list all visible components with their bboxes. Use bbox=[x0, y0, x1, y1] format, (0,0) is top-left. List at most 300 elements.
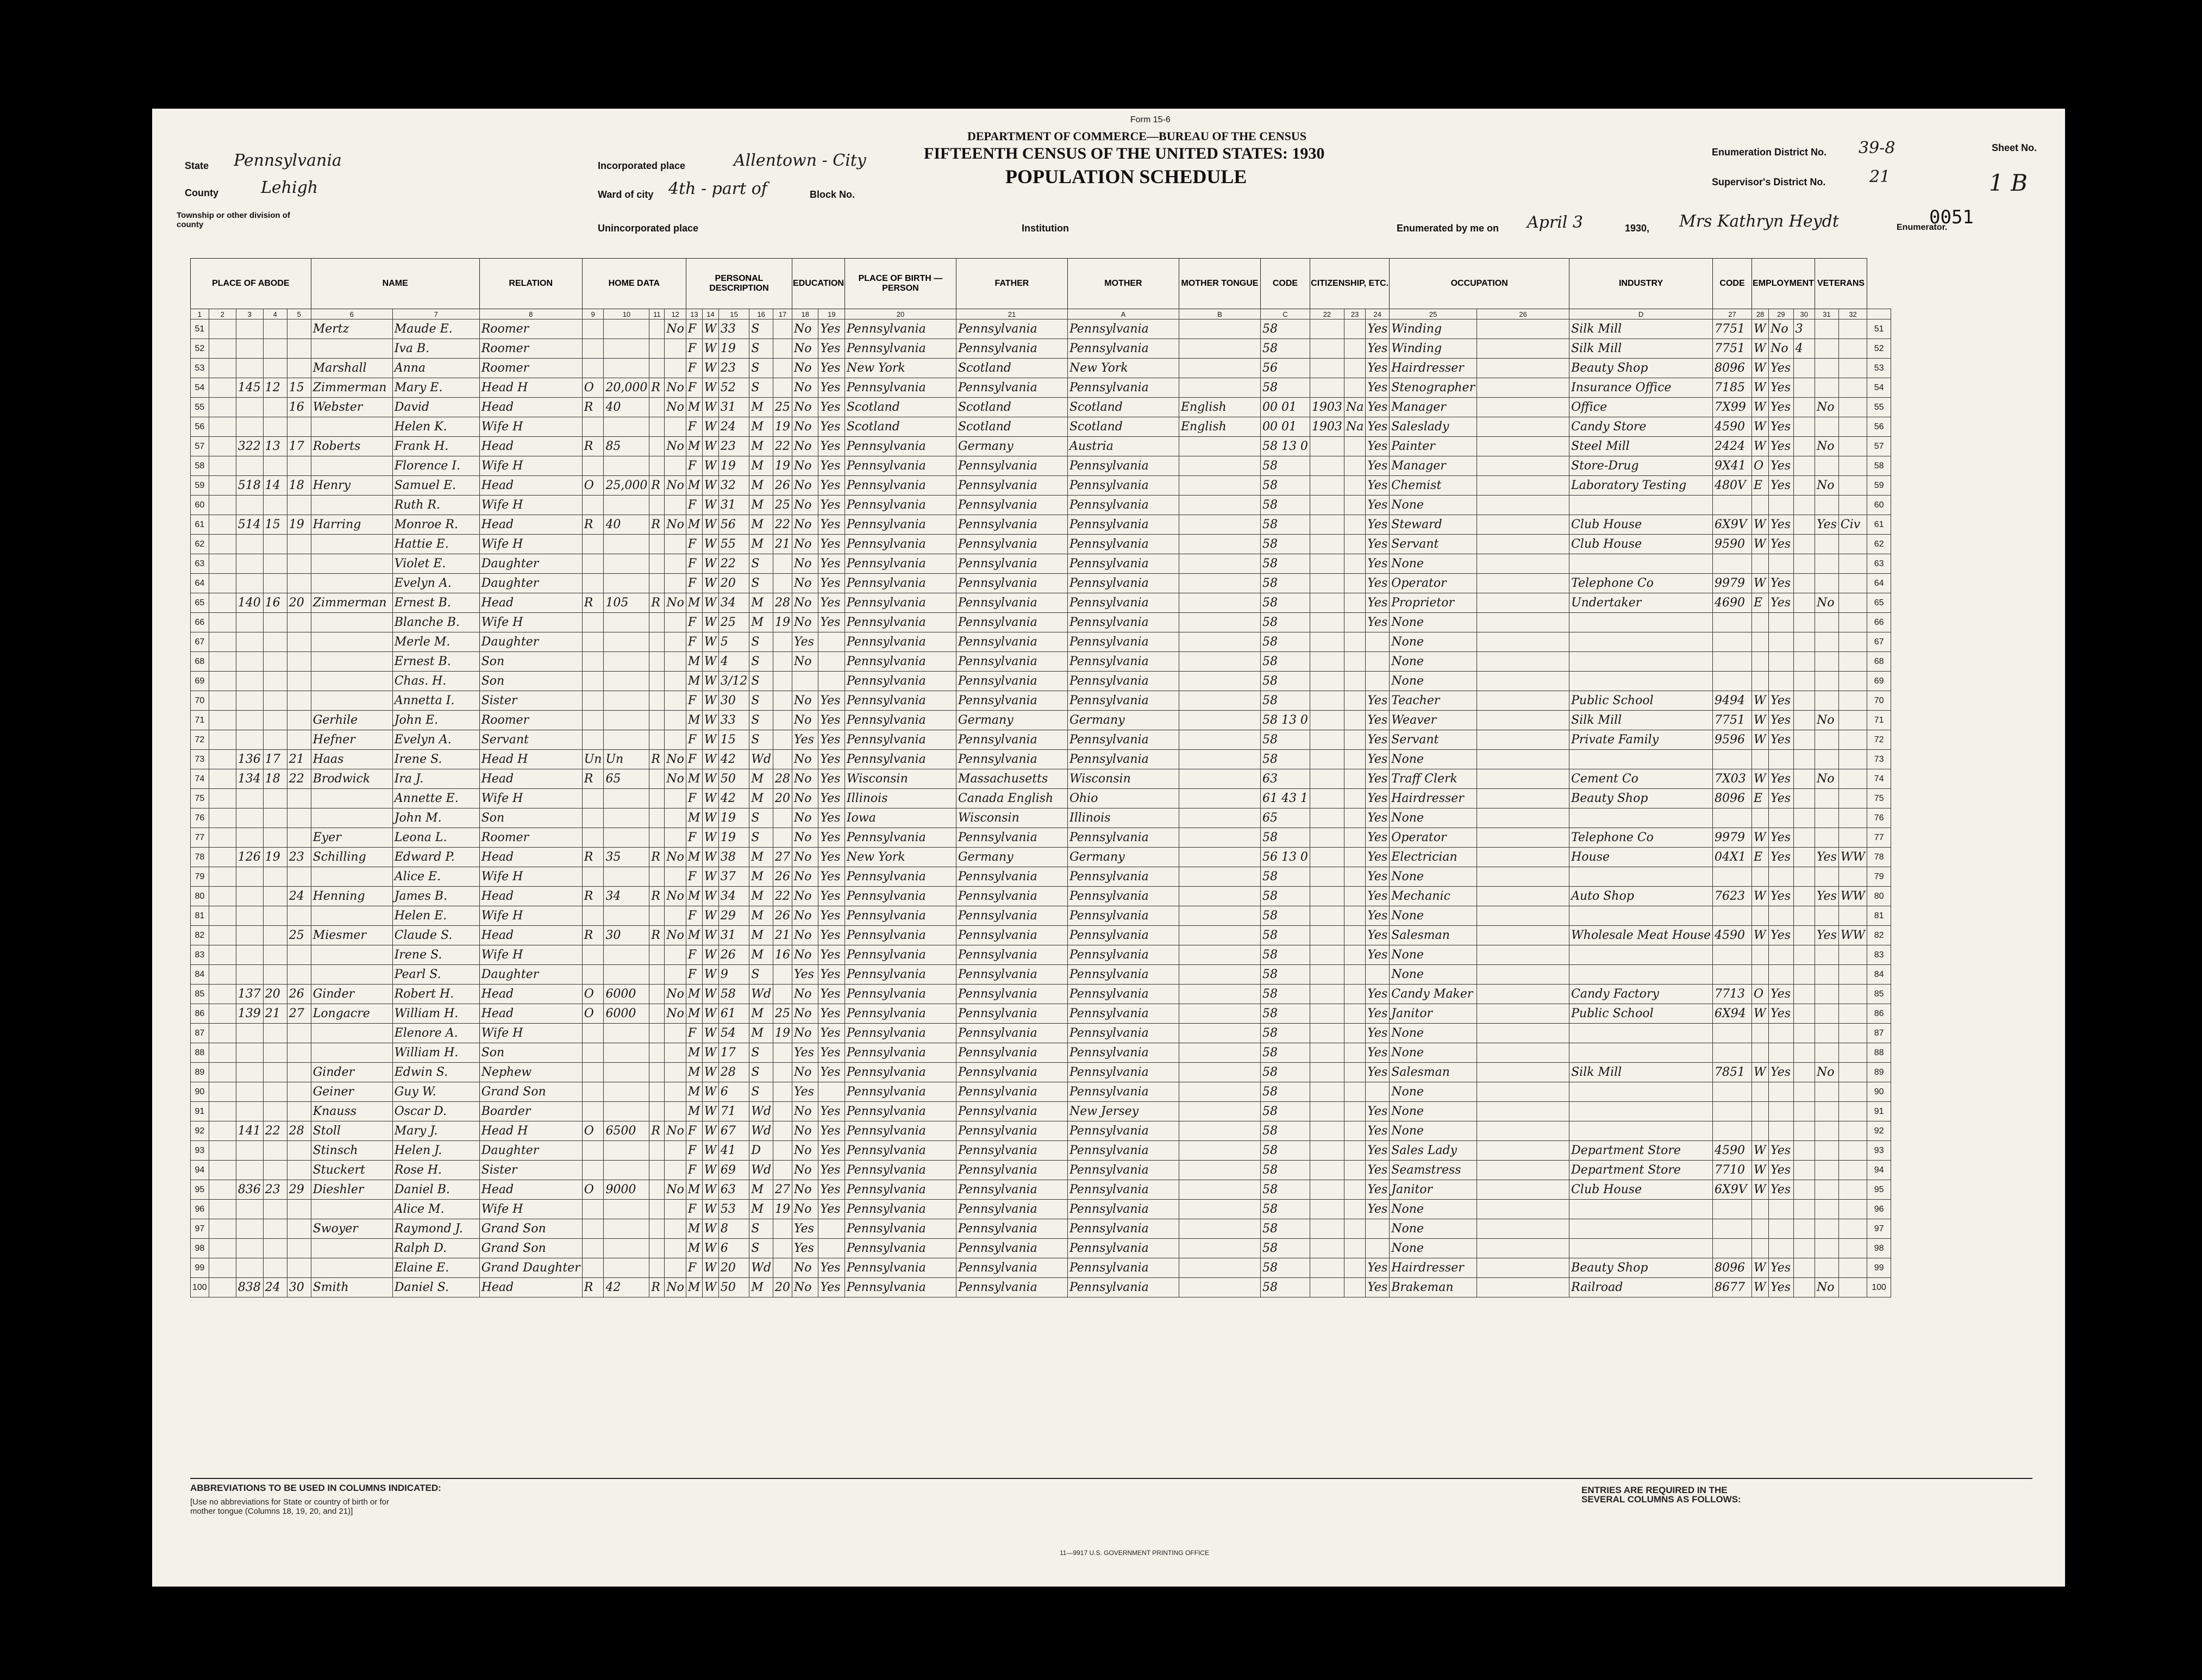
cell-race: W bbox=[702, 476, 718, 496]
cell-st bbox=[209, 1239, 236, 1258]
cell-sur: Miesmer bbox=[311, 926, 392, 945]
cell-sur bbox=[311, 535, 392, 554]
cell-sur: Brodwick bbox=[311, 769, 392, 789]
cell-war bbox=[1838, 319, 1867, 339]
cell-own bbox=[582, 906, 604, 926]
cell-own: O bbox=[582, 378, 604, 398]
line-number-right: 59 bbox=[1867, 476, 1891, 496]
cell-sch: No bbox=[792, 359, 818, 378]
cell-rd: Yes bbox=[818, 496, 844, 515]
cell-sur: Roberts bbox=[311, 437, 392, 456]
cell-emp: Yes bbox=[1769, 398, 1793, 417]
cell-ca: 58 bbox=[1260, 945, 1310, 965]
cell-ind: Telephone Co bbox=[1569, 828, 1713, 848]
supervisor-label: Supervisor's District No. bbox=[1712, 177, 1826, 187]
cell-fb: Scotland bbox=[956, 417, 1067, 437]
cell-fb: Pennsylvania bbox=[956, 1004, 1067, 1024]
line-number-right: 81 bbox=[1867, 906, 1891, 926]
cell-farm: No bbox=[665, 319, 686, 339]
cell-sex: M bbox=[686, 769, 702, 789]
cell-ms: M bbox=[749, 887, 773, 906]
cell-mb: Pennsylvania bbox=[1067, 1141, 1179, 1161]
cell-ybi bbox=[1310, 437, 1344, 456]
cell-val bbox=[604, 1219, 649, 1239]
table-row bbox=[191, 378, 1891, 398]
cell-mb: Pennsylvania bbox=[1067, 378, 1179, 398]
table-row bbox=[191, 926, 1891, 945]
cell-sch: No bbox=[792, 1141, 818, 1161]
column-number: 15 bbox=[718, 309, 749, 319]
cell-cw: W bbox=[1752, 437, 1769, 456]
cell-race: W bbox=[702, 1121, 718, 1141]
line-number-right: 53 bbox=[1867, 359, 1891, 378]
cell-cw: W bbox=[1752, 887, 1769, 906]
cell-cw bbox=[1752, 1082, 1769, 1102]
cell-rel: Roomer bbox=[479, 319, 582, 339]
cell-cw: W bbox=[1752, 378, 1769, 398]
cell-radio bbox=[649, 1063, 665, 1082]
cell-cz bbox=[1344, 437, 1365, 456]
cell-pb: Pennsylvania bbox=[844, 1004, 956, 1024]
cell-emp: Yes bbox=[1769, 848, 1793, 867]
cell-own: O bbox=[582, 1121, 604, 1141]
cell-eng: Yes bbox=[1366, 691, 1390, 711]
cell-ca: 58 bbox=[1260, 985, 1310, 1004]
cell-sur bbox=[311, 945, 392, 965]
line-number: 72 bbox=[191, 730, 209, 750]
cell-farm: No bbox=[665, 1004, 686, 1024]
cell-occ: Weaver bbox=[1390, 711, 1477, 730]
cell-mb: Pennsylvania bbox=[1067, 887, 1179, 906]
cell-ca: 58 bbox=[1260, 378, 1310, 398]
cell-fm bbox=[287, 828, 311, 848]
cell-occ: Servant bbox=[1390, 730, 1477, 750]
cell-code: 7X99 bbox=[1713, 398, 1752, 417]
cell-ms: S bbox=[749, 711, 773, 730]
column-number: 20 bbox=[844, 309, 956, 319]
column-number: 2 bbox=[209, 309, 236, 319]
cell-mb: Pennsylvania bbox=[1067, 1043, 1179, 1063]
cell-sex: M bbox=[686, 1004, 702, 1024]
cell-cz bbox=[1344, 1082, 1365, 1102]
cell-fm: 22 bbox=[287, 769, 311, 789]
cell-sur bbox=[311, 417, 392, 437]
cell-mb: Pennsylvania bbox=[1067, 926, 1179, 945]
cell-radio bbox=[649, 456, 665, 476]
cell-sur bbox=[311, 789, 392, 808]
cell-ind: Public School bbox=[1569, 1004, 1713, 1024]
cell-rel: Head bbox=[479, 1004, 582, 1024]
cell-occupation-extra bbox=[1477, 965, 1569, 985]
cell-race: W bbox=[702, 1200, 718, 1219]
cell-ybi bbox=[1310, 593, 1344, 613]
line-number-right: 87 bbox=[1867, 1024, 1891, 1043]
cell-sex: M bbox=[686, 1063, 702, 1082]
cell-sex: M bbox=[686, 1278, 702, 1297]
cell-fm: 24 bbox=[287, 887, 311, 906]
printer-line: 11—9917 U.S. GOVERNMENT PRINTING OFFICE bbox=[1060, 1549, 1209, 1557]
cell-ca: 58 bbox=[1260, 339, 1310, 359]
cell-dw bbox=[263, 496, 287, 515]
line-number: 82 bbox=[191, 926, 209, 945]
cell-occupation-extra bbox=[1477, 926, 1569, 945]
cell-mb: Pennsylvania bbox=[1067, 1063, 1179, 1082]
cell-farm bbox=[665, 1082, 686, 1102]
cell-lang bbox=[1179, 1102, 1260, 1121]
cell-pb: Pennsylvania bbox=[844, 593, 956, 613]
cell-race: W bbox=[702, 906, 718, 926]
cell-am: 28 bbox=[773, 769, 792, 789]
cell-dw bbox=[263, 1043, 287, 1063]
cell-fb: Pennsylvania bbox=[956, 378, 1067, 398]
cell-am: 25 bbox=[773, 1004, 792, 1024]
line-number-right: 88 bbox=[1867, 1043, 1891, 1063]
line-number-right: 83 bbox=[1867, 945, 1891, 965]
cell-fm bbox=[287, 554, 311, 574]
cell-mb: Wisconsin bbox=[1067, 769, 1179, 789]
cell-am bbox=[773, 672, 792, 691]
cell-age: 54 bbox=[718, 1024, 749, 1043]
cell-ind bbox=[1569, 613, 1713, 632]
cell-eng: Yes bbox=[1366, 574, 1390, 593]
cell-war bbox=[1838, 1004, 1867, 1024]
cell-rel: Daughter bbox=[479, 632, 582, 652]
cell-code bbox=[1713, 1239, 1752, 1258]
cell-farm: No bbox=[665, 593, 686, 613]
line-number: 88 bbox=[191, 1043, 209, 1063]
cell-dw bbox=[263, 1082, 287, 1102]
cell-emp bbox=[1769, 1082, 1793, 1102]
cell-radio bbox=[649, 867, 665, 887]
cell-pb: Illinois bbox=[844, 789, 956, 808]
cell-ca: 63 bbox=[1260, 769, 1310, 789]
cell-war: Civ bbox=[1838, 515, 1867, 535]
cell-sch: No bbox=[792, 1258, 818, 1278]
cell-race: W bbox=[702, 1063, 718, 1082]
cell-rd: Yes bbox=[818, 613, 844, 632]
cell-ind: House bbox=[1569, 848, 1713, 867]
cell-lang bbox=[1179, 1239, 1260, 1258]
cell-un bbox=[1793, 1004, 1815, 1024]
cell-rel: Wife H bbox=[479, 906, 582, 926]
cell-fb: Pennsylvania bbox=[956, 1063, 1067, 1082]
cell-given: John E. bbox=[392, 711, 479, 730]
cell-sch: No bbox=[792, 456, 818, 476]
cell-rel: Head bbox=[479, 887, 582, 906]
cell-sch: No bbox=[792, 437, 818, 456]
cell-cw: W bbox=[1752, 769, 1769, 789]
cell-un bbox=[1793, 848, 1815, 867]
cell-rd: Yes bbox=[818, 711, 844, 730]
cell-mb: Scotland bbox=[1067, 398, 1179, 417]
table-row bbox=[191, 554, 1891, 574]
cell-radio: R bbox=[649, 926, 665, 945]
column-number: 25 bbox=[1390, 309, 1477, 319]
cell-emp: Yes bbox=[1769, 711, 1793, 730]
cell-am: 26 bbox=[773, 906, 792, 926]
cell-fb: Pennsylvania bbox=[956, 730, 1067, 750]
cell-lang bbox=[1179, 535, 1260, 554]
cell-race: W bbox=[702, 711, 718, 730]
cell-hn bbox=[236, 730, 263, 750]
cell-farm bbox=[665, 906, 686, 926]
table-row bbox=[191, 808, 1891, 828]
cell-ybi bbox=[1310, 769, 1344, 789]
cell-ybi bbox=[1310, 632, 1344, 652]
cell-vet bbox=[1815, 1258, 1838, 1278]
column-number: 18 bbox=[792, 309, 818, 319]
cell-hn bbox=[236, 652, 263, 672]
cell-rd bbox=[818, 1239, 844, 1258]
cell-dw bbox=[263, 730, 287, 750]
cell-code: 04X1 bbox=[1713, 848, 1752, 867]
cell-sur: Marshall bbox=[311, 359, 392, 378]
cell-emp: Yes bbox=[1769, 1278, 1793, 1297]
cell-val bbox=[604, 652, 649, 672]
cell-ybi bbox=[1310, 1121, 1344, 1141]
cell-code bbox=[1713, 945, 1752, 965]
cell-code bbox=[1713, 1082, 1752, 1102]
cell-ybi: 1903 bbox=[1310, 398, 1344, 417]
cell-hn bbox=[236, 496, 263, 515]
cell-sur bbox=[311, 1200, 392, 1219]
table-row bbox=[191, 359, 1891, 378]
cell-radio bbox=[649, 554, 665, 574]
cell-vet bbox=[1815, 554, 1838, 574]
cell-pb: Pennsylvania bbox=[844, 1180, 956, 1200]
cell-lang bbox=[1179, 574, 1260, 593]
cell-ind bbox=[1569, 1121, 1713, 1141]
supervisor-value: 21 bbox=[1869, 167, 1891, 186]
cell-mb: New Jersey bbox=[1067, 1102, 1179, 1121]
cell-cw bbox=[1752, 496, 1769, 515]
cell-ybi bbox=[1310, 554, 1344, 574]
cell-hn bbox=[236, 945, 263, 965]
cell-fm: 19 bbox=[287, 515, 311, 535]
cell-race: W bbox=[702, 1258, 718, 1278]
line-number: 68 bbox=[191, 652, 209, 672]
cell-race: W bbox=[702, 339, 718, 359]
cell-sch: No bbox=[792, 535, 818, 554]
table-row bbox=[191, 867, 1891, 887]
cell-ind: Club House bbox=[1569, 1180, 1713, 1200]
cell-own: R bbox=[582, 515, 604, 535]
cell-ca: 58 bbox=[1260, 672, 1310, 691]
cell-dw: 16 bbox=[263, 593, 287, 613]
cell-fb: Pennsylvania bbox=[956, 319, 1067, 339]
cell-eng: Yes bbox=[1366, 515, 1390, 535]
cell-code bbox=[1713, 1024, 1752, 1043]
table-row bbox=[191, 672, 1891, 691]
cell-occupation-extra bbox=[1477, 750, 1569, 769]
line-number: 64 bbox=[191, 574, 209, 593]
line-number-right: 60 bbox=[1867, 496, 1891, 515]
cell-ca: 58 bbox=[1260, 1278, 1310, 1297]
column-number: 16 bbox=[749, 309, 773, 319]
cell-age: 8 bbox=[718, 1219, 749, 1239]
cell-sur: Webster bbox=[311, 398, 392, 417]
cell-ms: S bbox=[749, 1043, 773, 1063]
line-number-right: 62 bbox=[1867, 535, 1891, 554]
cell-cw bbox=[1752, 1121, 1769, 1141]
cell-race: W bbox=[702, 1102, 718, 1121]
cell-pb: Pennsylvania bbox=[844, 887, 956, 906]
cell-age: 42 bbox=[718, 789, 749, 808]
cell-ms: Wd bbox=[749, 1258, 773, 1278]
cell-occupation-extra bbox=[1477, 887, 1569, 906]
cell-code bbox=[1713, 496, 1752, 515]
cell-race: W bbox=[702, 554, 718, 574]
cell-am: 27 bbox=[773, 1180, 792, 1200]
cell-farm: No bbox=[665, 1121, 686, 1141]
line-number-right: 94 bbox=[1867, 1161, 1891, 1180]
cell-dw: 22 bbox=[263, 1121, 287, 1141]
cell-lang bbox=[1179, 632, 1260, 652]
cell-war bbox=[1838, 965, 1867, 985]
cell-un bbox=[1793, 926, 1815, 945]
cell-sur bbox=[311, 1043, 392, 1063]
line-number-right: 57 bbox=[1867, 437, 1891, 456]
cell-val: 6000 bbox=[604, 1004, 649, 1024]
cell-code: 9979 bbox=[1713, 828, 1752, 848]
cell-farm bbox=[665, 1024, 686, 1043]
cell-ybi bbox=[1310, 613, 1344, 632]
cell-val: 65 bbox=[604, 769, 649, 789]
cell-lang bbox=[1179, 378, 1260, 398]
table-row bbox=[191, 848, 1891, 867]
cell-own: R bbox=[582, 769, 604, 789]
cell-ms: M bbox=[749, 1200, 773, 1219]
cell-race: W bbox=[702, 672, 718, 691]
cell-am: 21 bbox=[773, 926, 792, 945]
cell-dw bbox=[263, 1239, 287, 1258]
cell-own bbox=[582, 1043, 604, 1063]
cell-farm bbox=[665, 535, 686, 554]
cell-radio: R bbox=[649, 378, 665, 398]
cell-given: Anna bbox=[392, 359, 479, 378]
cell-hn bbox=[236, 1161, 263, 1180]
line-number-right: 68 bbox=[1867, 652, 1891, 672]
cell-sex: F bbox=[686, 1258, 702, 1278]
line-number-right: 75 bbox=[1867, 789, 1891, 808]
line-number-right: 99 bbox=[1867, 1258, 1891, 1278]
cell-vet bbox=[1815, 945, 1838, 965]
cell-occupation-extra bbox=[1477, 1141, 1569, 1161]
cell-val: 40 bbox=[604, 398, 649, 417]
cell-ind bbox=[1569, 1024, 1713, 1043]
cell-am: 27 bbox=[773, 848, 792, 867]
cell-race: W bbox=[702, 378, 718, 398]
cell-mb: Pennsylvania bbox=[1067, 535, 1179, 554]
cell-occ: Salesman bbox=[1390, 926, 1477, 945]
cell-ybi bbox=[1310, 1141, 1344, 1161]
cell-cw bbox=[1752, 945, 1769, 965]
cell-radio bbox=[649, 1004, 665, 1024]
line-number: 65 bbox=[191, 593, 209, 613]
cell-ind bbox=[1569, 808, 1713, 828]
cell-lang bbox=[1179, 496, 1260, 515]
column-number: 27 bbox=[1713, 309, 1752, 319]
cell-sch: No bbox=[792, 378, 818, 398]
cell-vet: Yes bbox=[1815, 887, 1838, 906]
cell-ybi bbox=[1310, 535, 1344, 554]
cell-dw bbox=[263, 691, 287, 711]
cell-fb: Pennsylvania bbox=[956, 554, 1067, 574]
cell-val bbox=[604, 789, 649, 808]
cell-mb: Pennsylvania bbox=[1067, 476, 1179, 496]
cell-occ: None bbox=[1390, 496, 1477, 515]
cell-war bbox=[1838, 613, 1867, 632]
cell-rd: Yes bbox=[818, 339, 844, 359]
line-number-right: 55 bbox=[1867, 398, 1891, 417]
cell-ms: M bbox=[749, 789, 773, 808]
cell-own bbox=[582, 339, 604, 359]
cell-fm bbox=[287, 319, 311, 339]
cell-am bbox=[773, 711, 792, 730]
cell-rd: Yes bbox=[818, 985, 844, 1004]
cell-war bbox=[1838, 456, 1867, 476]
incorporated-label: Incorporated place bbox=[598, 160, 686, 171]
cell-ms: S bbox=[749, 339, 773, 359]
column-number: 4 bbox=[263, 309, 287, 319]
cell-code bbox=[1713, 906, 1752, 926]
cell-race: W bbox=[702, 1024, 718, 1043]
column-number: 21 bbox=[956, 309, 1067, 319]
cell-st bbox=[209, 789, 236, 808]
col-birth-person: PLACE OF BIRTH — PERSON bbox=[844, 259, 956, 309]
cell-val: 30 bbox=[604, 926, 649, 945]
cell-code: 9979 bbox=[1713, 574, 1752, 593]
cell-sch bbox=[792, 672, 818, 691]
cell-un bbox=[1793, 789, 1815, 808]
cell-val bbox=[604, 1200, 649, 1219]
col-relation: RELATION bbox=[479, 259, 582, 309]
cell-mb: Pennsylvania bbox=[1067, 1161, 1179, 1180]
cell-code bbox=[1713, 1219, 1752, 1239]
cell-am bbox=[773, 1043, 792, 1063]
cell-dw bbox=[263, 613, 287, 632]
cell-radio bbox=[649, 359, 665, 378]
cell-race: W bbox=[702, 789, 718, 808]
cell-ms: Wd bbox=[749, 1102, 773, 1121]
cell-age: 41 bbox=[718, 1141, 749, 1161]
cell-rd: Yes bbox=[818, 574, 844, 593]
column-number: 29 bbox=[1769, 309, 1793, 319]
cell-farm bbox=[665, 496, 686, 515]
cell-vet bbox=[1815, 985, 1838, 1004]
cell-cz bbox=[1344, 515, 1365, 535]
cell-pb: Pennsylvania bbox=[844, 985, 956, 1004]
cell-rd: Yes bbox=[818, 319, 844, 339]
cell-emp: Yes bbox=[1769, 1004, 1793, 1024]
cell-lang bbox=[1179, 339, 1260, 359]
cell-dw: 17 bbox=[263, 750, 287, 769]
cell-lang bbox=[1179, 1121, 1260, 1141]
cell-fb: Pennsylvania bbox=[956, 456, 1067, 476]
cell-rd: Yes bbox=[818, 1161, 844, 1180]
cell-rel: Head bbox=[479, 1180, 582, 1200]
cell-cz bbox=[1344, 789, 1365, 808]
cell-mb: Pennsylvania bbox=[1067, 672, 1179, 691]
cell-emp bbox=[1769, 632, 1793, 652]
cell-occ: None bbox=[1390, 672, 1477, 691]
cell-dw: 18 bbox=[263, 769, 287, 789]
cell-vet bbox=[1815, 339, 1838, 359]
cell-mb: Pennsylvania bbox=[1067, 1239, 1179, 1258]
cell-rel: Wife H bbox=[479, 456, 582, 476]
cell-sur: Smith bbox=[311, 1278, 392, 1297]
cell-age: 28 bbox=[718, 1063, 749, 1082]
